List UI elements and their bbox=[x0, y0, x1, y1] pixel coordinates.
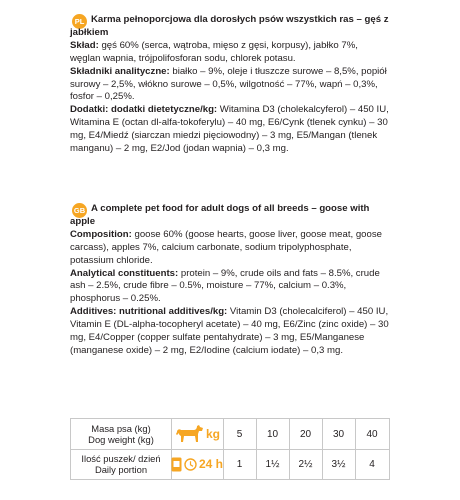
gb-section bbox=[70, 203, 390, 358]
weight-label bbox=[71, 419, 171, 449]
pl-analytical-label: Składniki analityczne: bbox=[70, 65, 170, 77]
portion-label-en: Daily portion bbox=[94, 464, 148, 475]
portion-icon-cell bbox=[171, 449, 223, 479]
portion-value: 1 bbox=[236, 458, 243, 470]
weight-value: 30 bbox=[332, 428, 345, 440]
weight-row bbox=[71, 419, 389, 450]
kg-unit: kg bbox=[205, 427, 220, 441]
gb-analytical-text: protein – 9%, crude oils and fats – 8.5%, crude ash – 2.5%, crude fibre – 0.5%, moisture – 77%, calcium – 0.3%, phosphorus – 0.25%. bbox=[70, 267, 380, 305]
time-unit: 24 h bbox=[199, 457, 224, 471]
weight-value: 10 bbox=[266, 428, 279, 440]
weight-icon-cell bbox=[171, 419, 223, 449]
gb-composition-text: goose 60% (goose hearts, goose liver, goose meat, goose carcass), apples 7%, calcium carbonate, sodium tripolyphosphate, potassium chloride. bbox=[70, 228, 382, 266]
weight-value: 20 bbox=[299, 428, 312, 440]
portion-value: 3½ bbox=[331, 458, 346, 470]
gb-badge: GB bbox=[72, 203, 87, 218]
weight-label-en: Dog weight (kg) bbox=[88, 434, 154, 445]
portion-label bbox=[71, 449, 171, 479]
gb-composition-label: Composition: bbox=[70, 228, 132, 240]
portion-value: 2½ bbox=[298, 458, 313, 470]
weight-value: 5 bbox=[236, 428, 243, 440]
pl-additives-label: Dodatki: dodatki dietetyczne/kg: bbox=[70, 104, 218, 116]
pl-composition-label: Skład: bbox=[70, 39, 99, 51]
weight-value: 40 bbox=[366, 428, 378, 440]
pl-analytical-text: białko – 9%, oleje i tłuszcze surowe – 8,5%, popiół surowy – 2,5%, włókno surowe – 0,5%, wilgotność – 77%, wapń – 0,3%, fosfor – 0,25%. bbox=[70, 65, 387, 103]
gb-additives-text: Vitamin D3 (cholecalciferol) – 450 IU, Vitamin E (DL-alpha-tocopheryl acetate) – 40 mg, E6/Zinc (zinc oxide) – 30 mg, E4/Copper (copper sulfate pentahydrate) – 3 mg, E5/Manganese (manganese oxide) – 2 mg, E2/Iodine (calcium iodate) – 0,3 mg. bbox=[70, 306, 389, 356]
weight-label-pl: Masa psa (kg) bbox=[91, 423, 151, 434]
pl-heading: Karma pełnoporcjowa dla dorosłych psów wszystkich ras – gęś z jabłkiem bbox=[70, 14, 389, 38]
feeding-table bbox=[70, 418, 390, 480]
can-icon bbox=[171, 457, 182, 472]
clock-icon bbox=[184, 458, 197, 471]
pl-badge: PL bbox=[72, 14, 87, 29]
portion-value: 4 bbox=[369, 458, 375, 470]
pl-section bbox=[70, 14, 390, 156]
pl-composition-text: gęś 60% (serca, wątroba, mięso z gęsi, korpusy), jabłko 7%, węglan wapnia, trójpolifosforan sodu, chlorek potasu. bbox=[70, 39, 358, 64]
gb-additives-label: Additives: nutritional additives/kg: bbox=[70, 306, 228, 318]
dog-icon bbox=[174, 424, 204, 444]
portion-value: 1½ bbox=[265, 458, 280, 470]
gb-heading: A complete pet food for adult dogs of all breeds – goose with apple bbox=[70, 203, 370, 227]
portion-label-pl: Ilość puszek/ dzień bbox=[81, 453, 161, 464]
portion-row bbox=[71, 449, 389, 479]
pl-additives-text: Witamina D3 (cholekalcyferol) – 450 IU, Witamina E (octan dl-alfa-tokoferylu) – 40 mg, E6/Cynk (tlenek cynku) – 30 mg, E4/Miedź (siarczan miedzi pięciowodny) – 3 mg, E5/Mangan (tlenek manganu) – 2 mg, E2/Jod (jodan wapnia) – 0,3 mg. bbox=[70, 104, 389, 155]
gb-analytical-label: Analytical constituents: bbox=[70, 267, 179, 279]
